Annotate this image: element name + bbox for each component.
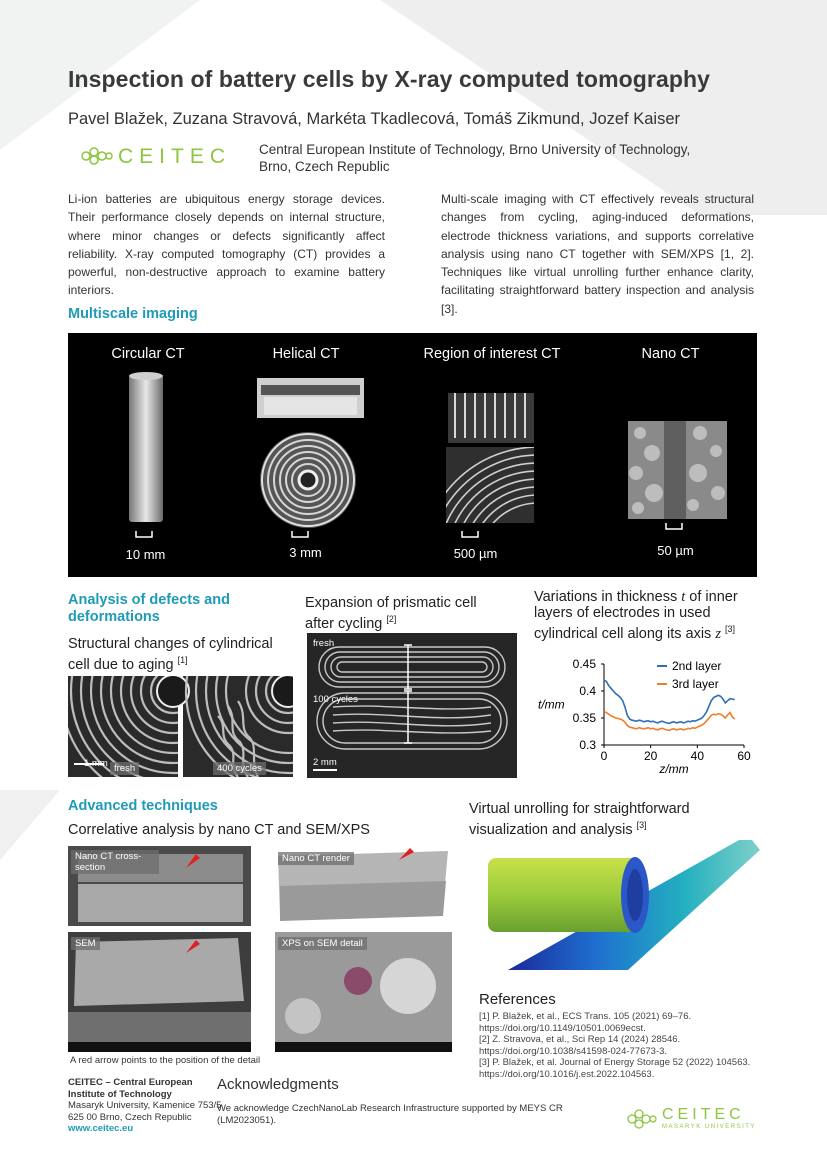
footer-addr-line2: 625 00 Brno, Czech Republic — [68, 1111, 192, 1123]
footer-logo — [626, 1106, 766, 1134]
logo-mark-icon — [80, 146, 114, 166]
ack-heading: Acknowledgments — [217, 1076, 339, 1093]
affiliation-line1: Central European Institute of Technology, Brno University of Technology, — [259, 142, 691, 157]
scale-roi: 500 µm — [453, 546, 498, 561]
thickness-title-line1-end: of inner — [689, 589, 738, 605]
ref-2-doi[interactable]: https://doi.org/10.1038/s41598-024-77673-3. — [479, 1045, 668, 1057]
footer-org-line2: Institute of Technology — [68, 1088, 172, 1100]
footer-address — [68, 1077, 221, 1135]
advanced-caption: A red arrow points to the position of the detail — [70, 1055, 261, 1066]
ref-2-text: [2] Z. Stravova, et al., Sci Rep 14 (2024) 28546. — [479, 1034, 681, 1045]
advanced-heading: Advanced techniques — [68, 798, 218, 814]
thickness-title-line1: Variations in thickness — [534, 589, 678, 605]
correlative-images — [68, 846, 452, 1052]
expansion-title-line2: after cycling — [305, 615, 383, 632]
page-title: Inspection of battery cells by X-ray computed tomography — [68, 66, 711, 92]
ref-3-text: [3] P. Blažek, et al. Journal of Energy Storage 52 (2022) 104563. — [479, 1057, 751, 1068]
multiscale-images — [68, 333, 757, 577]
thickness-title-line3: cylindrical cell along its axis — [534, 625, 712, 642]
unrolling-image — [468, 840, 768, 990]
tag-nano-render: Nano CT render — [278, 852, 354, 865]
x-tick-label: 60 — [737, 749, 751, 763]
y-tick-label: 0.3 — [579, 738, 596, 752]
scale-helical: 3 mm — [289, 545, 322, 560]
expansion-title-line1: Expansion of prismatic cell — [305, 595, 477, 611]
tag-fresh-aging: fresh — [110, 762, 139, 775]
expansion-title — [305, 595, 515, 632]
authors: Pavel Blažek, Zuzana Stravová, Markéta Tkadlecová, Tomáš Zikmund, Jozef Kaiser — [68, 110, 680, 128]
thickness-ref: [3] — [725, 624, 736, 634]
x-axis-label: z/mm — [659, 762, 689, 776]
x-tick-label: 40 — [690, 749, 705, 763]
affiliation-line2: Brno, Czech Republic — [259, 159, 390, 174]
label-helical-ct: Helical CT — [272, 346, 340, 362]
y-tick-label: 0.35 — [572, 711, 596, 725]
tag-fresh-expansion: fresh — [313, 638, 335, 649]
tag-nano-cross-line1: Nano CT cross- — [75, 851, 142, 862]
thickness-title-line2: layers of electrodes in used — [534, 605, 711, 621]
ref-1-text: [1] P. Blažek, et al., ECS Trans. 105 (2021) 69–76. — [479, 1011, 692, 1022]
scale-circular: 10 mm — [125, 547, 166, 562]
defects-subtitle — [68, 636, 298, 673]
expansion-scale: 2 mm — [313, 757, 337, 768]
footer-org-line1: CEITEC – Central European — [68, 1077, 193, 1088]
tag-nano-cross-line2: section — [75, 862, 106, 873]
tag-sem: SEM — [71, 937, 100, 950]
multiscale-heading: Multiscale imaging — [68, 306, 198, 322]
thickness-title — [534, 589, 764, 642]
unrolling-ref: [3] — [636, 820, 647, 830]
x-tick-label: 0 — [600, 749, 608, 763]
unrolling-title-line2: visualization and analysis — [469, 821, 633, 838]
legend-label-1: 2nd layer — [672, 659, 722, 673]
references-heading: References — [479, 991, 556, 1008]
aging-scale: 1 mm — [84, 758, 108, 769]
y-axis-label: t/mm — [538, 697, 565, 712]
intro-left: Li-ion batteries are ubiquitous energy storage devices. Their performance closely depends on internal structure, where minor changes or defects significantly affect reliability. X-ray computed tomography (CT) provides a powerful, non-destructive approach to examine battery interiors. — [68, 192, 385, 298]
x-tick-label: 20 — [643, 749, 658, 763]
label-circular-ct: Circular CT — [111, 346, 185, 362]
y-tick-label: 0.45 — [572, 657, 596, 671]
footer-logo-text: CEITEC — [662, 1106, 745, 1123]
tag-400-cycles: 400 cycles — [213, 762, 266, 775]
scale-nano: 50 µm — [657, 543, 694, 558]
y-tick-label: 0.4 — [579, 684, 596, 698]
logo-text: CEITEC — [118, 145, 232, 168]
tag-xps: XPS on SEM detail — [278, 937, 367, 950]
series-line-2 — [604, 712, 735, 731]
label-nano-ct: Nano CT — [641, 346, 700, 362]
defects-ref: [1] — [177, 655, 188, 665]
defects-subtitle-text: Structural changes of cylindrical cell due to aging — [68, 636, 273, 673]
footer-logo-mark-icon — [626, 1108, 658, 1130]
expansion-ref: [2] — [386, 614, 397, 624]
ack-text: We acknowledge CzechNanoLab Research Infrastructure supported by MEYS CR (LM2023051). — [217, 1103, 563, 1126]
footer-web-link[interactable]: www.ceitec.eu — [68, 1123, 134, 1134]
advanced-subtitle: Correlative analysis by nano CT and SEM/XPS — [68, 822, 370, 838]
defects-heading: Analysis of defects and deformations — [68, 592, 230, 625]
thickness-chart — [534, 650, 759, 780]
unrolling-title — [469, 801, 749, 838]
label-roi-ct: Region of interest CT — [423, 346, 561, 362]
thickness-var-t: t — [681, 589, 686, 605]
legend-label-2: 3rd layer — [672, 677, 719, 691]
tag-nano-cross — [71, 850, 159, 874]
unrolling-title-line1: Virtual unrolling for straightforward — [469, 801, 690, 817]
thickness-var-z: z — [715, 625, 721, 642]
ceitec-logo — [80, 146, 250, 168]
intro-right: Multi-scale imaging with CT effectively reveals structural changes from cycling, aging-induced deformations, electrode thickness variations, and supports correlative analysis using nano CT together with SEM/XPS [1, 2]. Techniques like virtual unrolling further enhance clarity, facilitating straightforward battery inspection and analysis [3]. — [441, 192, 754, 316]
references-list — [479, 1011, 769, 1080]
multiscale-panel — [68, 333, 757, 577]
ref-3-doi[interactable]: https://doi.org/10.1016/j.est.2022.104563. — [479, 1068, 655, 1080]
footer-addr-line1: Masaryk University, Kamenice 753/5 — [68, 1100, 222, 1111]
footer-logo-sub: MASARYK UNIVERSITY — [662, 1124, 756, 1130]
ref-1-doi[interactable]: https://doi.org/10.1149/10501.0069ecst. — [479, 1022, 646, 1034]
tag-100-cycles: 100 cycles — [313, 694, 358, 705]
